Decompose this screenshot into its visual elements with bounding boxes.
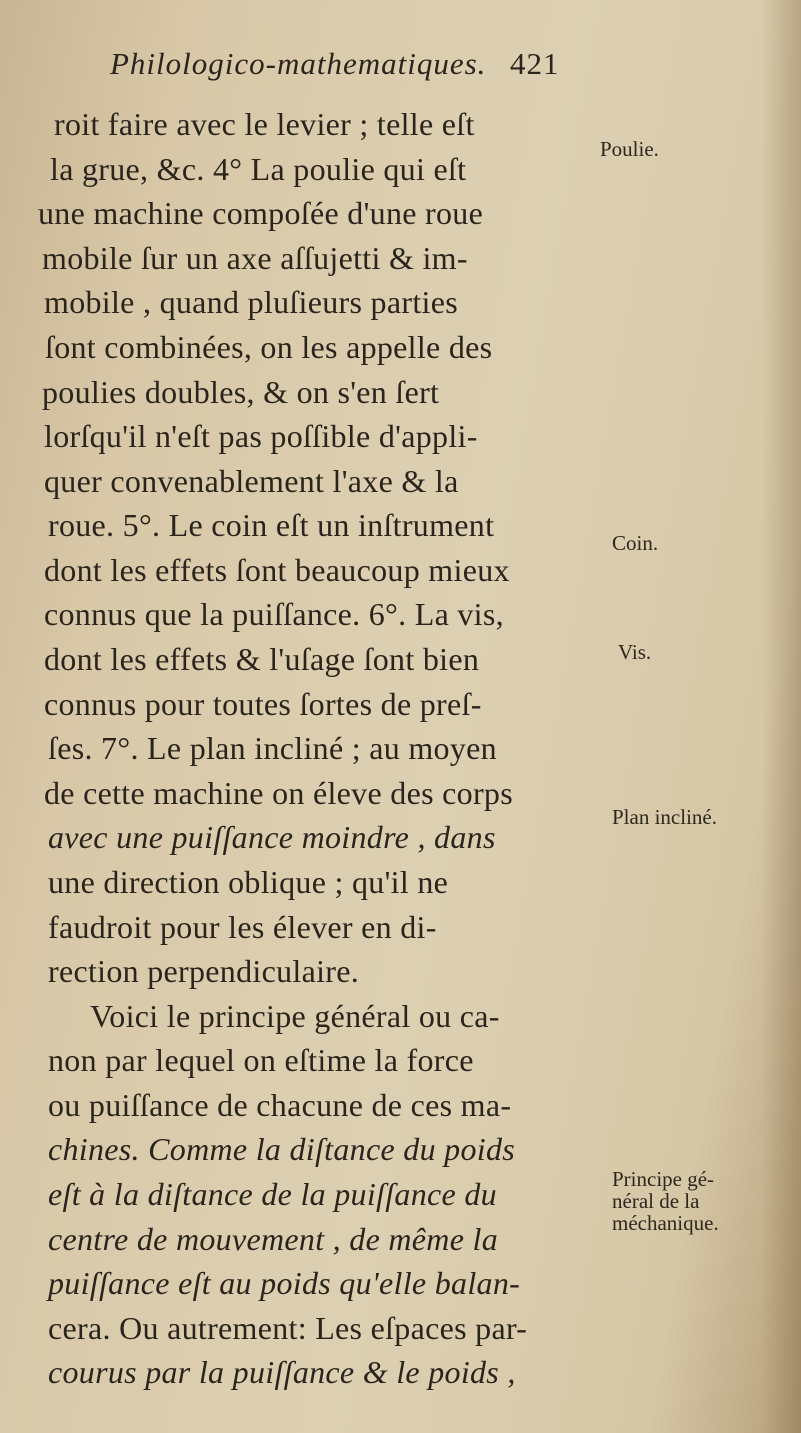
text-line: roit faire avec le levier ; telle eſt (54, 106, 475, 142)
text-line: chines. Comme la diſtance du poids (48, 1131, 516, 1167)
text-line: une machine compoſée d'une roue (38, 195, 484, 231)
text-line: non par lequel on eſtime la force (48, 1042, 474, 1078)
text-line: une direction oblique ; qu'il ne (48, 864, 449, 900)
text-line: Voici le principe général ou ca- (90, 998, 500, 1034)
margin-note-line: méchanique. (612, 1211, 719, 1235)
text-line: connus que la puiſſance. 6°. La vis, (44, 596, 504, 632)
page-number: 421 (510, 46, 560, 81)
text-line: mobile ſur un axe aſſujetti & im- (42, 240, 468, 276)
margin-note-line: néral de la (612, 1189, 700, 1213)
text-line: quer convenablement l'axe & la (44, 463, 459, 499)
text-line: puiſſance eſt au poids qu'elle balan- (48, 1265, 521, 1301)
text-line: eſt à la diſtance de la puiſſance du (48, 1176, 497, 1212)
margin-note-line: Poulie. (600, 137, 659, 161)
margin-note-coin (612, 532, 792, 554)
text-line: dont les effets & l'uſage ſont bien (44, 641, 480, 677)
margin-note-line: Coin. (612, 531, 659, 555)
text-line: rection perpendiculaire. (48, 953, 360, 989)
margin-note-line: Principe gé- (612, 1167, 715, 1191)
text-line: cera. Ou autrement: Les eſpaces par- (48, 1310, 528, 1346)
text-line: la grue, &c. 4° La poulie qui eſt (50, 151, 467, 187)
text-line: connus pour toutes ſortes de preſ- (44, 686, 482, 722)
text-line: roue. 5°. Le coin eſt un inſtrument (48, 507, 495, 543)
margin-note-principe (612, 1168, 792, 1234)
margin-note-vis (618, 641, 798, 663)
text-line: faudroit pour les élever en di- (48, 909, 437, 945)
text-line: lorſqu'il n'eſt pas poſſible d'appli- (44, 418, 478, 454)
text-line: avec une puiſſance moindre , dans (48, 819, 496, 855)
page-header (110, 46, 650, 90)
margin-note-poulie (600, 138, 780, 160)
margin-note-plan-incline (612, 806, 792, 828)
text-line: poulies doubles, & on s'en ſert (42, 374, 440, 410)
text-line: ou puiſſance de chacune de ces ma- (48, 1087, 512, 1123)
margin-note-line: Vis. (618, 640, 652, 664)
text-line: dont les effets ſont beaucoup mieux (44, 552, 510, 588)
text-line: ſes. 7°. Le plan incliné ; au moyen (48, 730, 497, 766)
text-line: de cette machine on éleve des corps (44, 775, 513, 811)
margin-note-line: Plan incliné. (612, 805, 717, 829)
text-line: courus par la puiſſance & le poids , (48, 1354, 516, 1390)
text-line: mobile , quand pluſieurs parties (44, 284, 458, 320)
text-line: centre de mouvement , de même la (48, 1221, 499, 1257)
running-title: Philologico-mathematiques. (110, 46, 487, 81)
text-line: ſont combinées, on les appelle des (45, 329, 493, 365)
